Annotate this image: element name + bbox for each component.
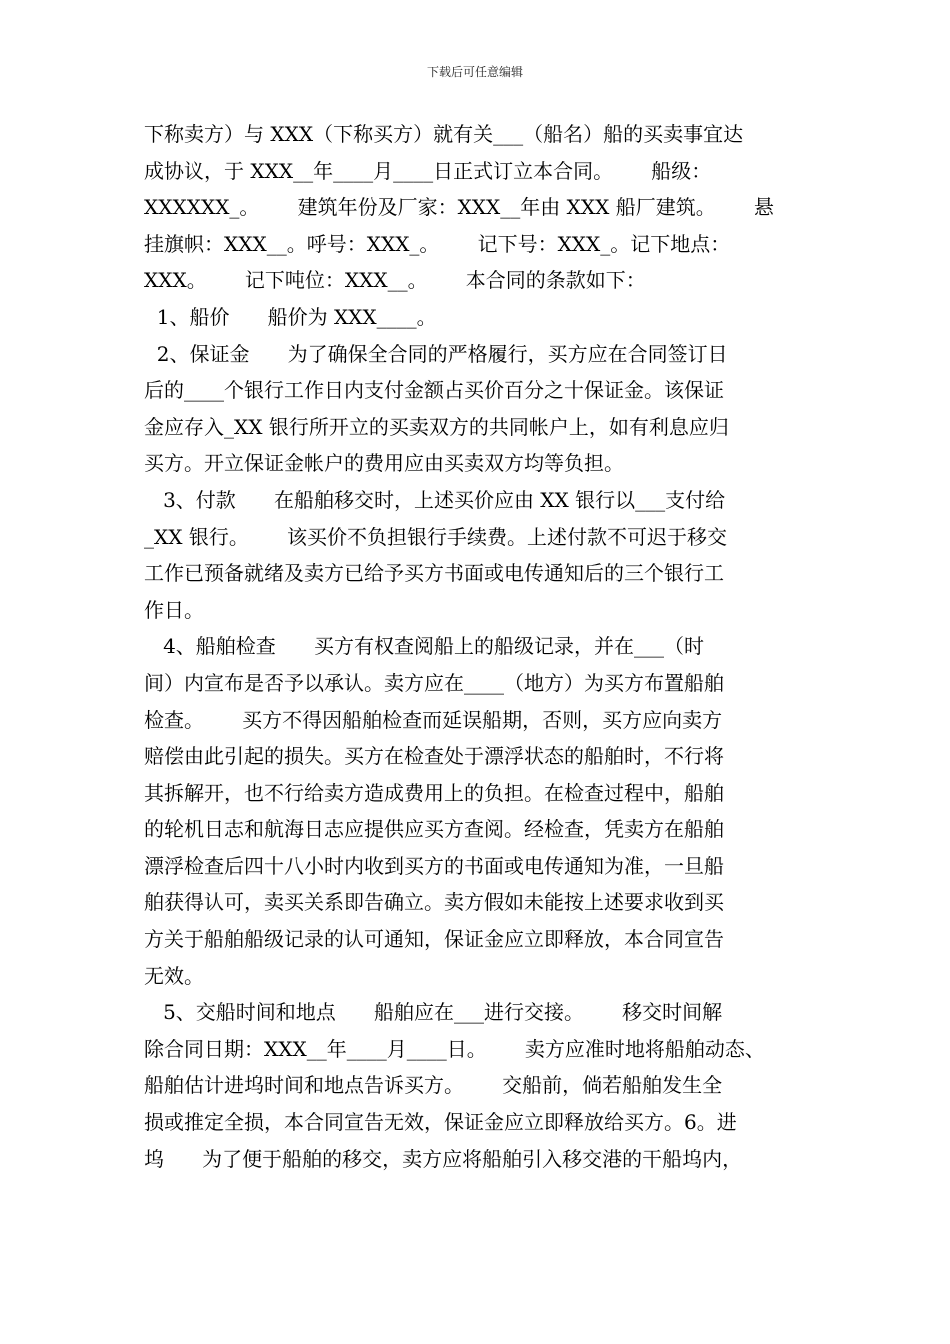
text-line: XXXXXX_。 建筑年份及厂家：XXX__年由 XXX 船厂建筑。 悬 <box>144 195 774 220</box>
text-line: 金应存入_XX 银行所开立的买卖双方的共同帐户上，如有利息应归 <box>144 414 729 439</box>
text-line: 方关于船舶船级记录的认可通知，保证金应立即释放，本合同宣告 <box>144 927 724 952</box>
text-line: 检查。 买方不得因船舶检查而延误船期，否则，买方应向卖方 <box>144 707 723 732</box>
text-line: 舶获得认可，卖买关系即告确立。卖方假如未能按上述要求收到买 <box>144 890 724 915</box>
text-line: 买方。开立保证金帐户的费用应由买卖双方均等负担。 <box>144 451 624 476</box>
text-line: 下称卖方）与 XXX（下称买方）就有关___（船名）船的买卖事宜达 <box>144 122 744 146</box>
text-line: 挂旗帜：XXX__。呼号：XXX_。 记下号：XXX_。记下地点： <box>144 231 731 256</box>
text-line: 2、保证金 为了确保全合同的严格履行，买方应在合同签订日 <box>144 341 728 366</box>
text-line: 赔偿由此引起的损失。买方在检查处于漂浮状态的船舶时，不行将 <box>144 744 724 769</box>
text-line: 的轮机日志和航海日志应提供应买方查阅。经检查，凭卖方在船舶 <box>144 817 724 842</box>
text-line: 间）内宣布是否予以承认。卖方应在____（地方）为买方布置船舶 <box>144 670 724 695</box>
text-line: 成协议，于 XXX__年____月____日正式订立本合同。 船级： <box>144 158 712 183</box>
text-line: 坞 为了便于船舶的移交，卖方应将船舶引入移交港的干船坞内， <box>144 1146 743 1171</box>
text-line: 其拆解开，也不行给卖方造成费用上的负担。在检查过程中，船舶 <box>144 780 724 805</box>
text-line: 3、付款 在船舶移交时，上述买价应由 XX 银行以___支付给 <box>144 487 726 512</box>
document-body <box>144 116 824 1177</box>
page-header: 下载后可任意编辑 <box>426 65 523 79</box>
text-line: 除合同日期：XXX__年____月____日。 卖方应准时地将船舶动态、 <box>144 1036 765 1061</box>
text-line: 工作已预备就绪及卖方已给予买方书面或电传通知后的三个银行工 <box>144 561 724 586</box>
text-line: _XX 银行。 该买价不负担银行手续费。上述付款不可迟于移交 <box>144 524 727 549</box>
text-line: 1、船价 船价为 XXX____。 <box>144 304 437 329</box>
text-line: 作日。 <box>144 597 204 622</box>
text-line: 后的____个银行工作日内支付金额占买价百分之十保证金。该保证 <box>144 378 724 403</box>
text-line: 无效。 <box>144 963 204 988</box>
text-line: 5、交船时间和地点 船舶应在___进行交接。 移交时间解 <box>144 1000 723 1025</box>
text-line: 4、船舶检查 买方有权查阅船上的船级记录，并在___（时 <box>144 634 704 659</box>
text-line: 漂浮检查后四十八小时内收到买方的书面或电传通知为准，一旦船 <box>144 853 724 878</box>
text-line: 船舶估计进坞时间和地点告诉买方。 交船前，倘若船舶发生全 <box>144 1073 723 1098</box>
text-line: 损或推定全损，本合同宣告无效，保证金应立即释放给买方。6。进 <box>144 1110 737 1135</box>
text-line: XXX。 记下吨位：XXX__。 本合同的条款如下： <box>144 268 646 293</box>
